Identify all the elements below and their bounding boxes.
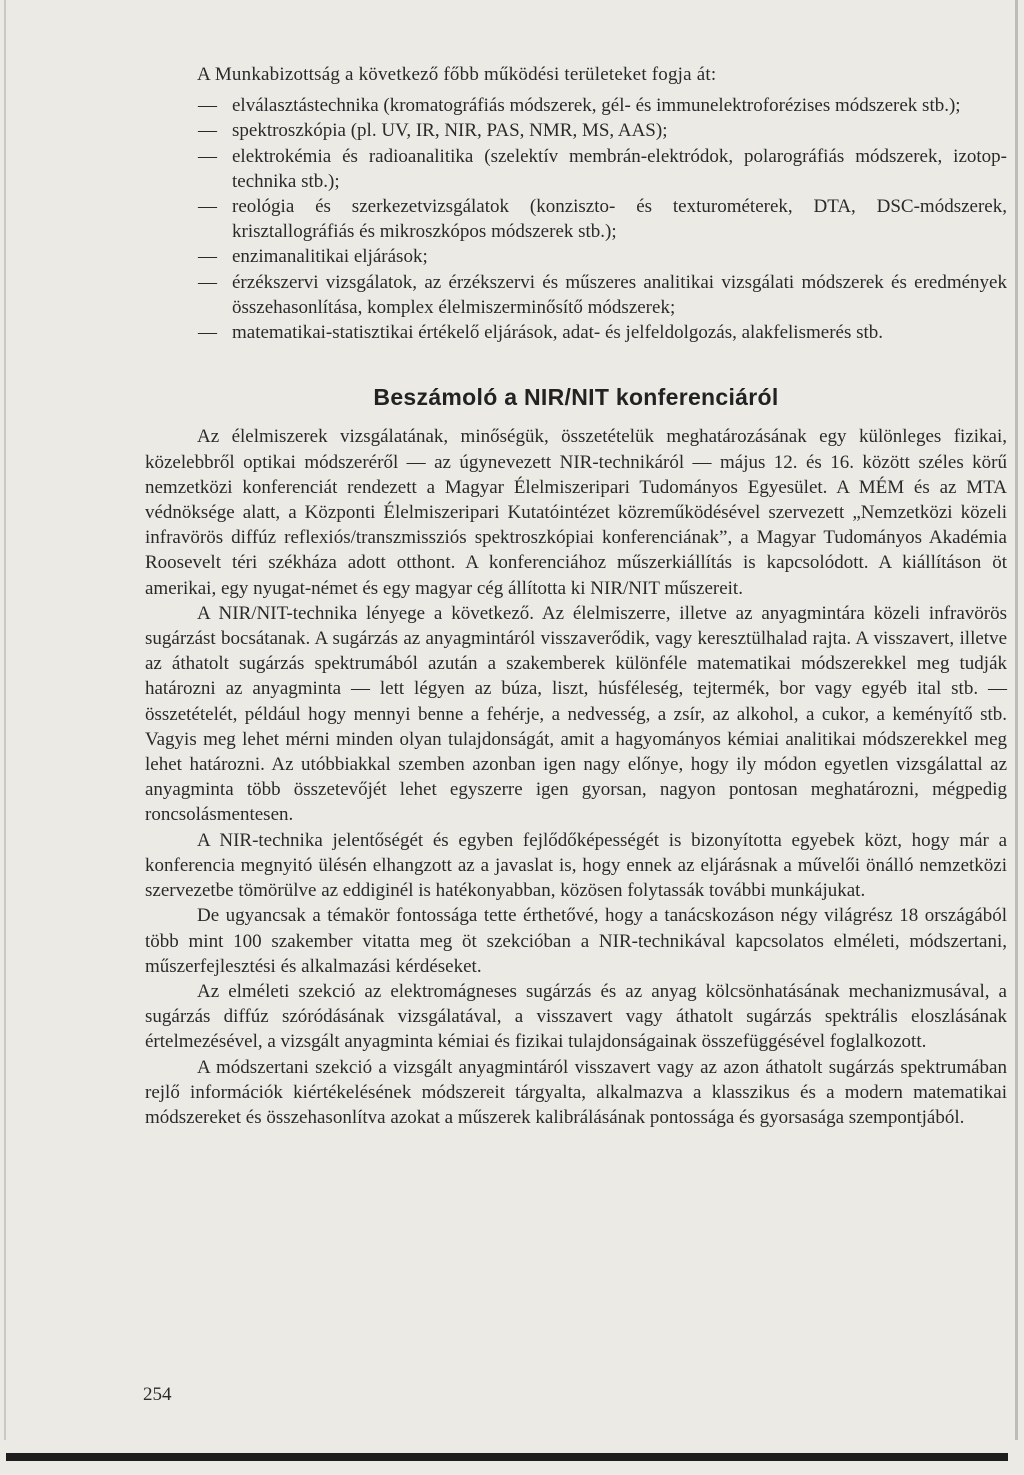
page-left-edge	[4, 0, 6, 1440]
dash-marker: —	[198, 271, 217, 293]
list-item: — enzimanalitikai eljárások;	[145, 244, 1007, 269]
paragraph: Az elméleti szekció az elektromágneses sugárzás és az anyag kölcsönhatásának mechanizmusával, a sugárzás diffúz szóródásának vizsgálatával, a visszavert vagy áthatolt sugárzás spektrális eloszlásának értelmezésével, a vizsgált anyagminta kémiai és fizikai tulajdonságainak összefüggésével foglalkozott.	[145, 980, 1007, 1053]
dash-marker: —	[198, 95, 217, 117]
working-areas-list	[145, 93, 1007, 345]
dash-marker: —	[198, 322, 217, 344]
dash-marker: —	[198, 196, 217, 218]
dash-marker: —	[198, 145, 217, 167]
scan-bottom-bar	[6, 1453, 1008, 1461]
list-item: — spektroszkópia (pl. UV, IR, NIR, PAS, NMR, MS, AAS);	[145, 118, 1007, 143]
dash-marker: —	[198, 246, 217, 268]
list-item: — elválasztástechnika (kromatográfiás módszerek, gél- és immunelektroforézises módszerek stb.);	[145, 93, 1007, 118]
list-item: — matematikai-statisztikai értékelő eljárások, adat- és jelfeldolgozás, alakfelismerés stb.	[145, 320, 1007, 345]
paragraph: Az élelmiszerek vizsgálatának, minőségük, összetételük meghatározásának egy különleges fizikai, közelebbről optikai módszeréről — az úgynevezett NIR-technikáról — május 12. és 16. között széles körű nemzetközi konferenciát rendezett a Magyar Élelmiszeripari Tudományos Egyesület. A MÉM és az MTA védnöksége alatt, a Központi Élelmiszeripari Kutatóintézet közreműködésével szervezett „Nemzetközi közeli infravörös diffúz reflexiós/transzmissziós spektroszkópiai konferenciának”, a Magyar Tudományos Akadémia Roosevelt téri székháza adott otthont. A konferenciához műszerkiállítás is kapcsolódott. A kiállításon öt amerikai, egy nyugat-német és egy magyar cég állította ki NIR/NIT műszereit.	[145, 426, 1007, 599]
page-number: 254	[143, 1384, 172, 1405]
paragraph: De ugyancsak a témakör fontossága tette érthetővé, hogy a tanácskozáson négy világrész 18 országából több mint 100 szakember vitatta meg öt szekcióban a NIR-technikával kapcsolatos elméleti, módszertani, műszerfejlesztési és alkalmazási kérdéseket.	[145, 905, 1007, 977]
intro-sentence: A Munkabizottság a következő főbb működési területeket fogja át:	[197, 64, 717, 85]
list-item: — reológia és szerkezetvizsgálatok (konziszto- és texturométerek, DTA, DSC-módszerek, krisztallográfiás és mikroszkópos módszerek stb.);	[198, 196, 1007, 243]
text-body	[145, 62, 1007, 1130]
paragraph: A NIR/NIT-technika lényege a következő. Az élelmiszerre, illetve az anyagmintára közeli infravörös sugárzást bocsátanak. A sugárzás az anyagmintáról visszaverődik, vagy keresztülhalad rajta. A visszavert, illetve az áthatolt sugárzás spektrumából azután a szakemberek különféle matematikai módszerekkel meg tudják határozni az anyagminta — lett légyen az búza, liszt, húsféleség, tejtermék, bor vagy egyéb ital stb. — összetételét, például hogy mennyi benne a fehérje, a nedvesség, a zsír, az alkohol, a cukor, a keményítő stb. Vagyis meg lehet mérni minden olyan tulajdonságát, amit a hagyományos kémiai analitikai módszerekkel meg lehet határozni. Az utóbbiakkal szemben azonban igen nagy előnye, hogy ily módon egyetlen vizsgálattal az anyagminta több összetevőjét lehet egyszerre igen gyorsan, nagyon pontosan meghatározni, mégpedig roncsolásmentesen.	[145, 602, 1007, 826]
article-title: Beszámoló a NIR/NIT konferenciáról	[373, 384, 779, 411]
paragraph: A módszertani szekció a vizsgált anyagmintáról visszavert vagy az azon áthatolt sugárzás spektrumában rejlő információk kiértékelésének módszereit tárgyalta, alkalmazva a klasszikus és a modern matematikai módszereket és összehasonlítva azokat a műszerek kalibrálásának pontossága és gyorsasága szempontjából.	[145, 1056, 1007, 1128]
dash-marker: —	[198, 120, 217, 142]
list-item: — érzékszervi vizsgálatok, az érzékszervi és műszeres analitikai vizsgálati módszerek és eredmények összehasonlítása, komplex élelmiszerminősítő módszerek;	[198, 271, 1007, 318]
list-item: — elektrokémia és radioanalitika (szelektív membrán-elektródok, polarográfiás módszerek, izotop-technika stb.);	[198, 145, 1007, 192]
page-right-edge	[1015, 0, 1018, 1440]
paragraph: A NIR-technika jelentőségét és egyben fejlődőképességét is bizonyította egyebek közt, hogy már a konferencia megnyitó ülésén elhangzott az a javaslat is, hogy ennek az eljárásnak a művelői önálló nemzetközi szervezetbe tömörülve az eddiginél is hatékonyabban, közösen folytassák további munkájukat.	[145, 829, 1007, 902]
